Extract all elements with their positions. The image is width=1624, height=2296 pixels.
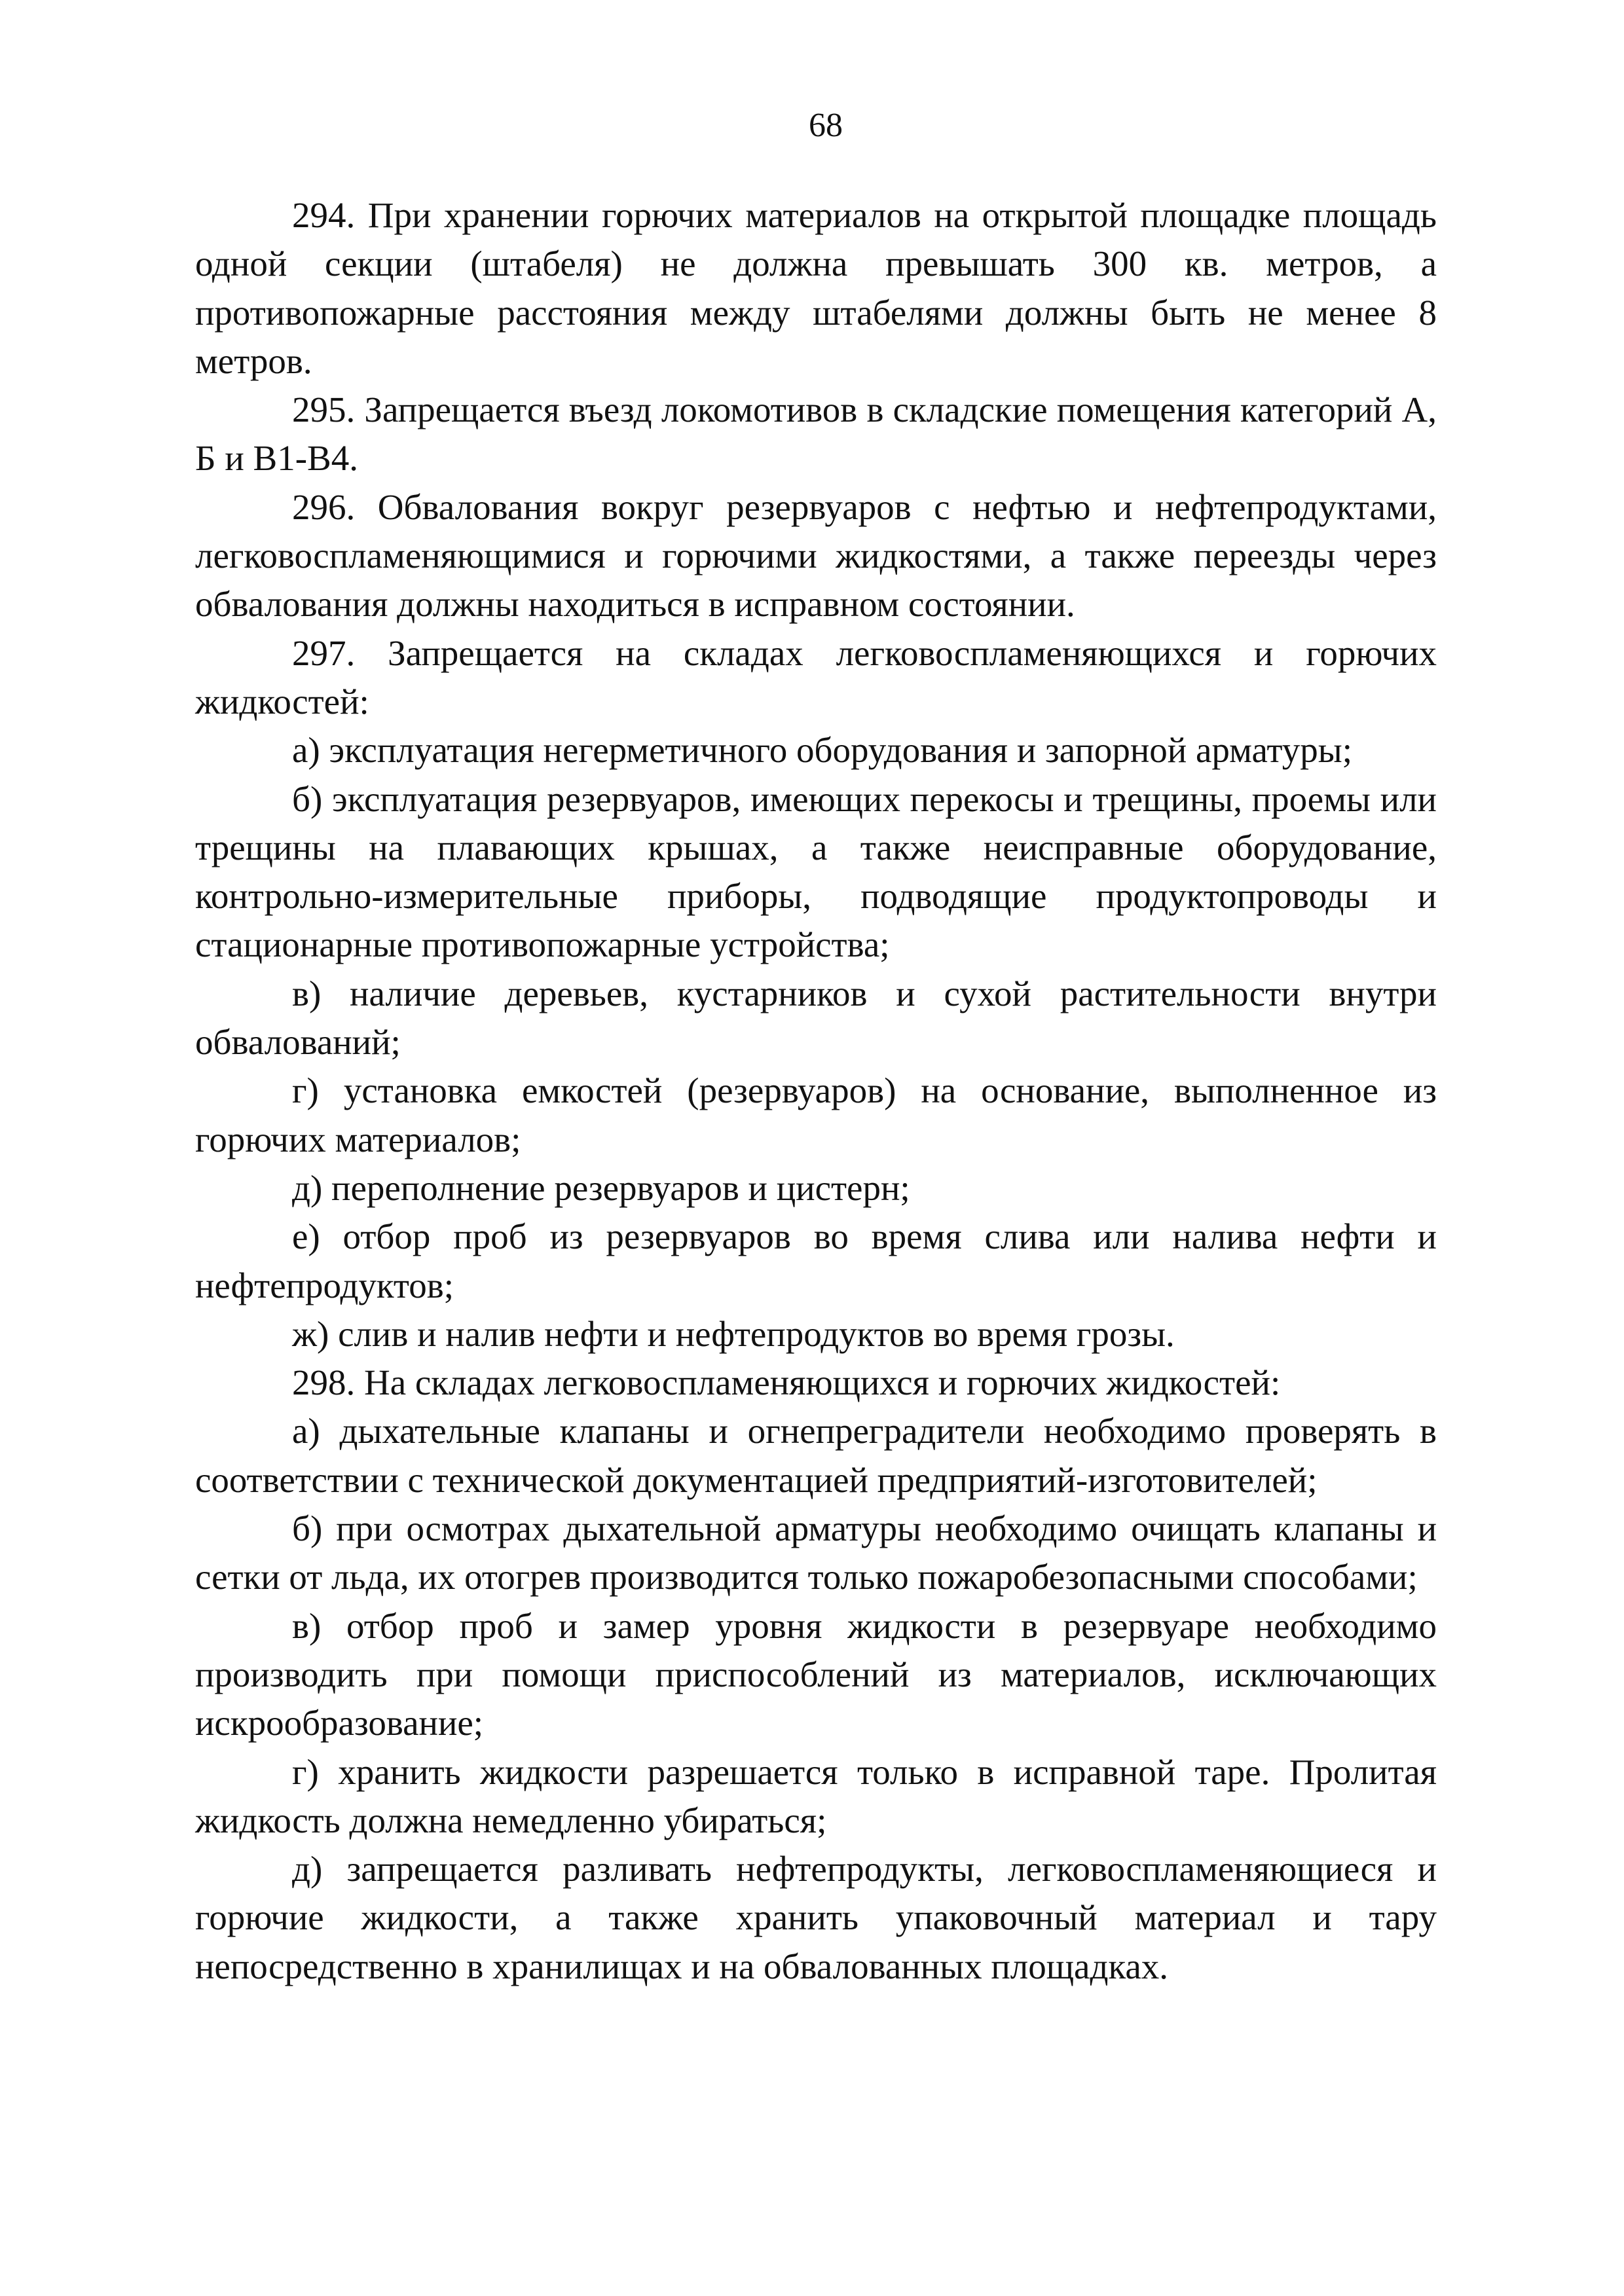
paragraph-297-g: г) установка емкостей (резервуаров) на основание, выполненное из горючих материалов; xyxy=(195,1070,1437,1159)
paragraph-298-g: г) хранить жидкости разрешается только в исправной таре. Пролитая жидкость должна немедленно убираться; xyxy=(195,1751,1437,1840)
paragraph-297: 297. Запрещается на складах легковоспламеняющихся и горючих жидкостей: xyxy=(195,632,1437,721)
paragraph-294: 294. При хранении горючих материалов на открытой площадке площадь одной секции (штабеля) не должна превышать 300 кв. метров, а противопожарные расстояния между штабелями должны быть не менее 8 метров. xyxy=(195,195,1437,381)
paragraph-297-d: д) переполнение резервуаров и цистерн; xyxy=(292,1167,910,1208)
document-body xyxy=(195,191,1437,1991)
paragraph-298: 298. На складах легковоспламеняющихся и горючих жидкостей: xyxy=(292,1362,1281,1403)
paragraph-297-zh: ж) слив и налив нефти и нефтепродуктов во время грозы. xyxy=(292,1313,1175,1354)
paragraph-297-v: в) наличие деревьев, кустарников и сухой растительности внутри обвалований; xyxy=(195,973,1437,1063)
paragraph-297-e: е) отбор проб из резервуаров во время слива или налива нефти и нефтепродуктов; xyxy=(195,1216,1437,1305)
page-number: 68 xyxy=(809,107,843,144)
paragraph-295: 295. Запрещается въезд локомотивов в складские помещения категорий А, Б и В1-В4. xyxy=(195,390,1437,479)
paragraph-298-a: а) дыхательные клапаны и огнепреградители необходимо проверять в соответствии с технической документацией предприятий-изготовителей; xyxy=(195,1411,1437,1500)
paragraph-298-d: д) запрещается разливать нефтепродукты, легковоспламеняющиеся и горючие жидкости, а также хранить упаковочный материал и тару непосредственно в хранилищах и на обвалованных площадках. xyxy=(195,1849,1437,1986)
paragraph-297-a: а) эксплуатация негерметичного оборудования и запорной арматуры; xyxy=(292,730,1353,771)
paragraph-298-v: в) отбор проб и замер уровня жидкости в резервуаре необходимо производить при помощи приспособлений из материалов, исключающих искрообразование; xyxy=(195,1605,1437,1743)
paragraph-296: 296. Обвалования вокруг резервуаров с нефтью и нефтепродуктами, легковоспламеняющимися и горючими жидкостями, а также переезды через обвалования должны находиться в исправном состоянии. xyxy=(195,486,1437,625)
paragraph-297-b: б) эксплуатация резервуаров, имеющих перекосы и трещины, проемы или трещины на плавающих крышах, а также неисправные оборудование, контрольно-измерительные приборы, подводящие продуктопроводы и стационарные противопожарные устройства; xyxy=(195,778,1437,965)
paragraph-298-b: б) при осмотрах дыхательной арматуры необходимо очищать клапаны и сетки от льда, их отогрев производится только пожаробезопасными способами; xyxy=(195,1508,1437,1597)
